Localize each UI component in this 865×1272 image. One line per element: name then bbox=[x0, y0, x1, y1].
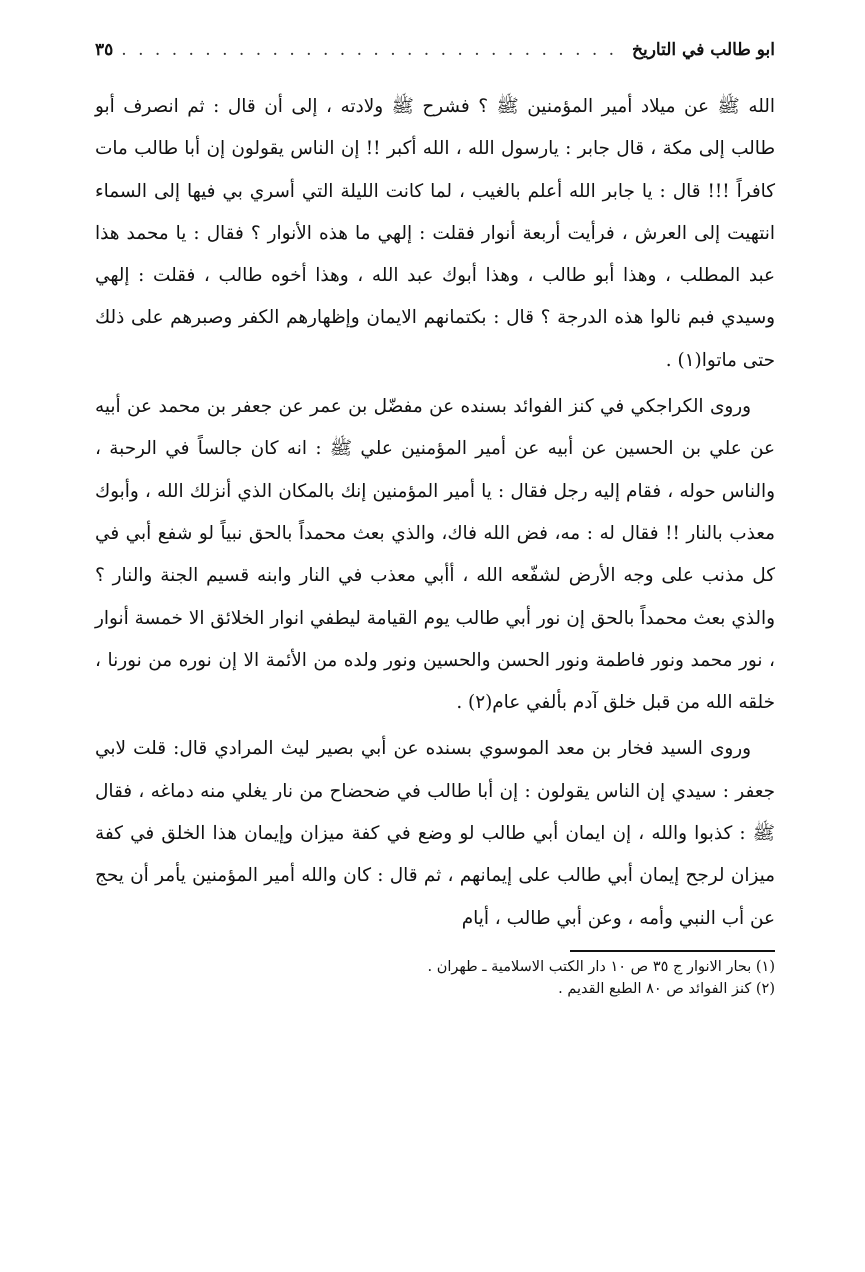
body-text bbox=[95, 86, 775, 940]
running-header bbox=[95, 28, 775, 72]
footnote-1: (١) بحار الانوار ج ٣٥ ص ١٠ دار الكتب الاسلامية ـ طهران . bbox=[427, 958, 775, 975]
footnotes bbox=[95, 956, 775, 1000]
paragraph-3: وروى السيد فخار بن معد الموسوي بسنده عن أبي بصير ليث المرادي قال: قلت لابي جعفر : سيدي إن الناس يقولون : إن أبا طالب في ضحضاح من نار يغلي منه دماغه ، فقال ﷺ : كذبوا والله ، إن ايمان أبي طالب لو وضع في كفة ميزان وإيمان هذا الخلق في كفة ميزان لرجح إيمان أبي طالب على إيمانهم ، ثم قال : كان والله أمير المؤمنين يأمر أن يحج عن أب النبي وأمه ، وعن أبي طالب ، أيام bbox=[95, 738, 775, 929]
page-number: ٣٥ bbox=[95, 40, 114, 60]
book-page bbox=[95, 28, 775, 1258]
paragraph-2: وروى الكراجكي في كنز الفوائد بسنده عن مفضّل بن عمر عن جعفر بن محمد عن أبيه عن علي بن الحسين عن أبيه عن أمير المؤمنين علي ﷺ : انه كان جالساً في الرحبة ، والناس حوله ، فقام إليه رجل فقال : يا أمير المؤمنين إنك بالمكان الذي أنزلك الله ، وأبوك معذب بالنار !! فقال له : مه، فض الله فاك، والذي بعث محمداً بالحق نبياً لو شفع أبي في كل مذنب على وجه الأرض لشفّعه الله ، أأبي معذب في النار وابنه قسيم الجنة والنار ؟ والذي بعث محمداً بالحق إن نور أبي طالب يوم القيامة ليطفي انوار الخلائق الا خمسة أنوار ، نور محمد ونور فاطمة ونور الحسن والحسين ونور ولده من الأئمة الا إن نوره من نورنا ، خلقه الله من قبل خلق آدم بألفي عام(٢) . bbox=[95, 396, 775, 714]
footnote-2: (٢) كنز الفوائد ص ٨٠ الطبع القديم . bbox=[558, 980, 775, 997]
paragraph-1: الله ﷺ عن ميلاد أمير المؤمنين ﷺ ؟ فشرح ﷺ ولادته ، إلى أن قال : ثم انصرف أبو طالب إلى مكة ، قال جابر : يارسول الله ، الله أكبر !! إن الناس يقولون إن أبا طالب مات كافراً !!! قال : يا جابر الله أعلم بالغيب ، لما كانت الليلة التي أسري بي فيها إلى السماء انتهيت إلى العرش ، فرأيت أربعة أنوار فقلت : إلهي ما هذه الأنوار ؟ فقال : يا محمد هذا عبد المطلب ، وهذا أبو طالب ، وهذا أبوك عبد الله ، وهذا أخوه طالب ، فقلت : إلهي وسيدي فبم نالوا هذه الدرجة ؟ قال : بكتمانهم الايمان وإظهارهم الكفر وصبرهم على ذلك حتى ماتوا(١) . bbox=[95, 96, 775, 371]
leader-dots bbox=[121, 40, 624, 60]
running-header-title: ابو طالب في التاريخ bbox=[632, 40, 775, 60]
footnote-separator bbox=[570, 950, 775, 952]
